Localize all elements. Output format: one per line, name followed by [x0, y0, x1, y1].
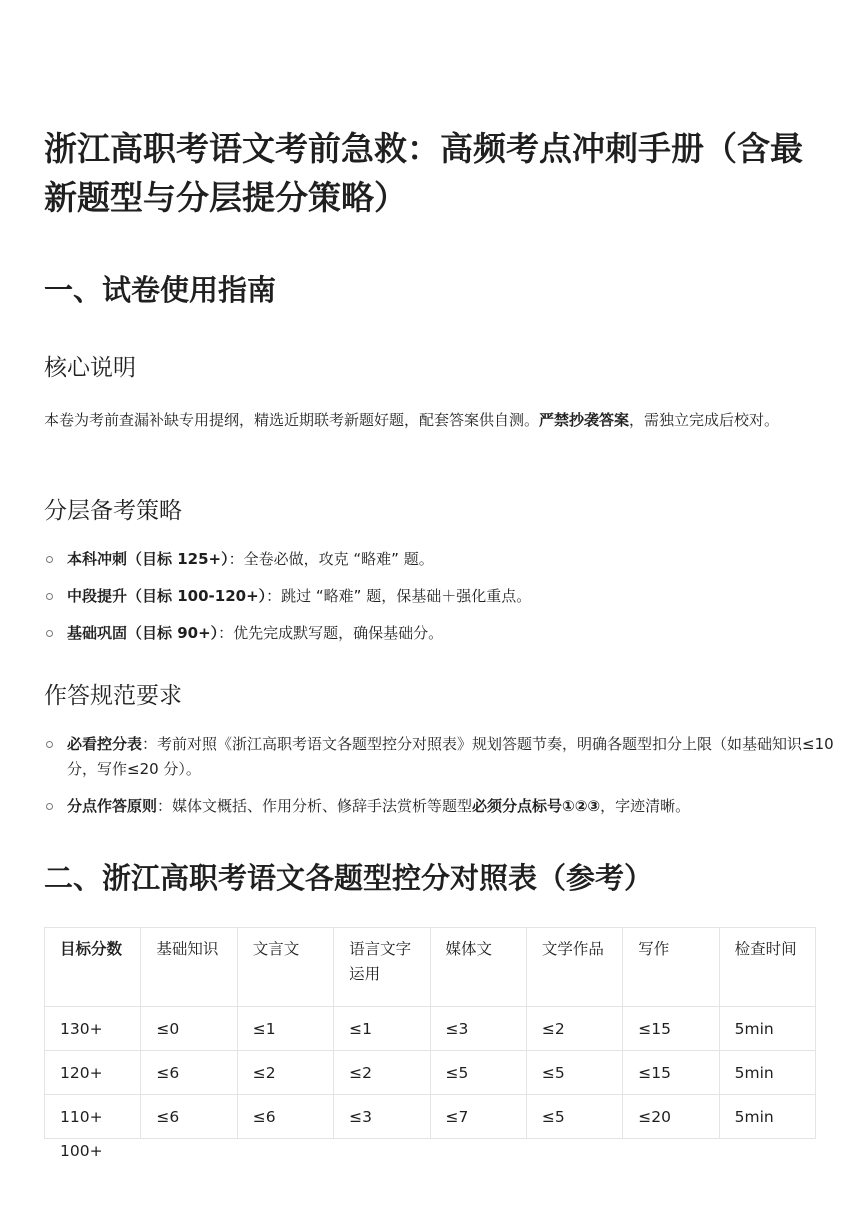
list-item [44, 732, 834, 782]
table-cell: ≤6 [141, 1051, 237, 1095]
rule-text: ：考前对照《浙江高职考语文各题型控分对照表》规划答题节奏，明确各题型扣分上限（如基础知识≤10 分，写作≤20 分）。 [67, 735, 834, 778]
core-notes-warning: 严禁抄袭答案 [539, 411, 630, 429]
strategy-tier-text: ：跳过 “略难” 题，保基础＋强化重点。 [266, 587, 532, 605]
table-cell: ≤7 [430, 1095, 526, 1139]
table-cell: ≤5 [526, 1051, 622, 1095]
column-header: 媒体文 [430, 928, 526, 1007]
column-header: 文学作品 [526, 928, 622, 1007]
table-cell: 120+ [45, 1051, 141, 1095]
table-cell: ≤2 [526, 1007, 622, 1051]
table-cell: ≤5 [430, 1051, 526, 1095]
list-item [44, 794, 834, 819]
strategy-tier-text: ：全卷必做，攻克 “略难” 题。 [228, 550, 434, 568]
table-row [45, 1095, 816, 1139]
column-header: 检查时间 [719, 928, 815, 1007]
table-cell: 110+ [45, 1095, 141, 1139]
table-cell: 130+ [45, 1007, 141, 1051]
table-cell: 5min [719, 1095, 815, 1139]
table-cell: ≤0 [141, 1007, 237, 1051]
rule-text: ：媒体文概括、作用分析、修辞手法赏析等题型 [157, 797, 473, 815]
rule-label: 分点作答原则 [67, 797, 158, 815]
table-cell: ≤2 [334, 1051, 430, 1095]
score-control-table [44, 927, 816, 1139]
column-header: 语言文字运用 [334, 928, 430, 1007]
column-header: 写作 [623, 928, 719, 1007]
column-header: 目标分数 [45, 928, 141, 1007]
strategy-list [44, 547, 834, 646]
table-cell: ≤6 [237, 1095, 333, 1139]
strategy-tier-label: 中段提升（目标 100-120+） [67, 587, 267, 605]
table-cell: ≤15 [623, 1007, 719, 1051]
table-cell: ≤15 [623, 1051, 719, 1095]
column-header: 基础知识 [141, 928, 237, 1007]
table-overflow-row-label: 100+ [60, 1142, 103, 1160]
subheading-answer-rules: 作答规范要求 [44, 683, 182, 709]
table-cell: 5min [719, 1007, 815, 1051]
core-notes-text-end: ，需独立完成后校对。 [629, 411, 780, 429]
table-cell: ≤20 [623, 1095, 719, 1139]
table-cell: ≤1 [334, 1007, 430, 1051]
strategy-tier-label: 基础巩固（目标 90+） [67, 624, 219, 642]
table-cell: ≤2 [237, 1051, 333, 1095]
column-header: 文言文 [237, 928, 333, 1007]
section-heading-usage-guide: 一、试卷使用指南 [44, 273, 277, 307]
section-heading-score-table: 二、浙江高职考语文各题型控分对照表（参考） [44, 861, 654, 895]
rule-text-end: ，字迹清晰。 [600, 797, 691, 815]
core-notes-text: 本卷为考前查漏补缺专用提纲，精选近期联考新题好题，配套答案供自测。 [44, 411, 540, 429]
table-cell: ≤1 [237, 1007, 333, 1051]
table-cell: ≤5 [526, 1095, 622, 1139]
list-item [44, 547, 834, 572]
subheading-tiered-strategy: 分层备考策略 [44, 498, 182, 524]
strategy-tier-text: ：优先完成默写题，确保基础分。 [218, 624, 444, 642]
list-item [44, 584, 834, 609]
rules-list [44, 732, 834, 819]
table-row [45, 1051, 816, 1095]
core-notes-paragraph [44, 408, 816, 433]
list-item [44, 621, 834, 646]
table-row [45, 1007, 816, 1051]
table-cell: ≤3 [334, 1095, 430, 1139]
document-title: 浙江高职考语文考前急救：高频考点冲刺手册（含最新题型与分层提分策略） [44, 129, 803, 217]
rule-emphasis: 必须分点标号①②③ [472, 797, 601, 815]
table-header-row [45, 928, 816, 1007]
table-cell: 5min [719, 1051, 815, 1095]
table-cell: ≤6 [141, 1095, 237, 1139]
rule-label: 必看控分表 [67, 735, 143, 753]
subheading-core-notes: 核心说明 [44, 355, 136, 381]
strategy-tier-label: 本科冲刺（目标 125+） [67, 550, 229, 568]
table-cell: ≤3 [430, 1007, 526, 1051]
